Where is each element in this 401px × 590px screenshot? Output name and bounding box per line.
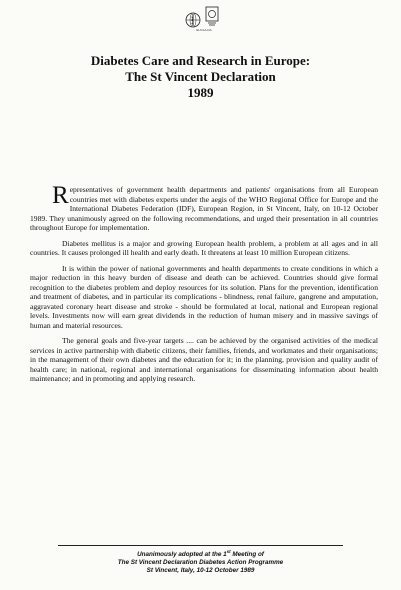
footer-text: Unanimously adopted at the 1 (137, 551, 227, 558)
paragraph-text: epresentatives of government health departments and patients' organisations from all European countries met with diabetes experts under the aegis of the WHO Regional Office for Europe and the International Diabetes Federation (IDF), European Region, in St Vincent, Italy, on 10-12 October 1989. They unanimously agreed on the following recommendations, and urged their presentation in all countries throughout Europe for implementation. (30, 185, 378, 232)
paragraph: The general goals and five-year targets .... can be achieved by the organised activities of the medical services in active partnership with diabetic citizens, their families, friends, and workmates and their organisations; in the management of their own diabetes and the education for it; in the planning, provision and quality audit of health care; in national, regional and international organisations for disseminating information about health maintenance; and in promoting and applying research. (30, 336, 378, 383)
title-line: Diabetes Care and Research in Europe: (90, 53, 311, 68)
header-logos (183, 4, 225, 34)
paragraph: Diabetes mellitus is a major and growing European health problem, a problem at all ages and in all countries. It causes prolonged ill health and early death. It threatens at least 10 million European citizens. (30, 238, 378, 257)
title-line: The St Vincent Declaration (125, 69, 276, 84)
paragraph (30, 182, 378, 233)
footer-divider (58, 545, 343, 546)
footer-line: St Vincent, Italy, 10-12 October 1989 (146, 567, 255, 574)
footer-note (0, 551, 401, 575)
idf-emblem-icon (205, 6, 219, 28)
title-line: 1989 (187, 85, 214, 100)
paragraph: It is within the power of national governments and health departments to create conditions in which a major reduction in this heavy burden of disease and death can be achieved. Countries should give formal recognition to the diabetes problem and deploy resources for its solution. Plans for the prevention, identification and treatment of diabetes, and in particular its complications - blindness, renal failure, gangrene and amputation, aggravated coronary heart disease and stroke - should be formulated at local, national and European regional levels. Investments now will earn great dividends in the reduction of human misery and in massive savings of human and material resources. (30, 263, 378, 330)
drop-cap: R (52, 182, 69, 209)
footer-superscript: st (226, 549, 231, 554)
logo-caption: EUCLA-DA (196, 28, 212, 32)
footer-line (0, 551, 401, 559)
declaration-body (30, 182, 378, 390)
footer-line: The St Vincent Declaration Diabetes Action Programme (117, 559, 284, 566)
page-title (0, 53, 401, 101)
who-emblem-icon (185, 12, 201, 28)
footer-text: Meeting of (230, 551, 264, 558)
